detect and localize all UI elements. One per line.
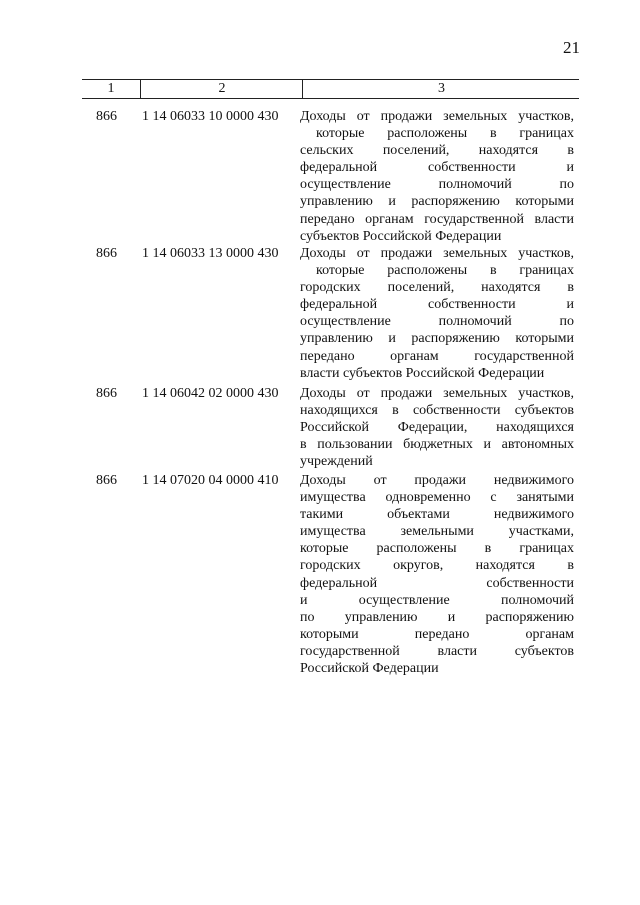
description-line: федеральной собственности xyxy=(300,575,574,591)
table-header xyxy=(82,79,579,99)
description-line: субъектов Российской Федерации xyxy=(300,228,502,244)
admin-code: 866 xyxy=(96,109,117,124)
description-line: государственной власти субъектов xyxy=(300,643,574,659)
description-line: Доходы от продажи земельных участков, xyxy=(300,386,574,401)
income-description xyxy=(300,385,574,470)
page-number: 21 xyxy=(563,38,580,57)
header-col-3: 3 xyxy=(302,80,580,98)
description-line: федеральной собственности и xyxy=(300,297,574,313)
admin-code: 866 xyxy=(96,473,117,488)
description-line: управлению и распоряжению которыми xyxy=(300,331,574,347)
admin-code: 866 xyxy=(96,386,117,401)
description-line: власти субъектов Российской Федерации xyxy=(300,365,545,381)
budget-classification-code: 1 14 06033 10 0000 430 xyxy=(142,109,279,124)
description-line: городских поселений, находятся в xyxy=(300,280,574,296)
description-line: находящихся в собственности субъектов xyxy=(300,403,574,419)
description-line: сельских поселений, находятся в xyxy=(300,143,574,159)
description-line: управлению и распоряжению которыми xyxy=(300,194,574,210)
income-description xyxy=(300,472,574,677)
budget-classification-code: 1 14 06033 13 0000 430 xyxy=(142,246,279,261)
description-line: имущества земельными участками, xyxy=(300,524,574,540)
description-line: Доходы от продажи недвижимого xyxy=(300,473,574,488)
description-line: которые расположены в границах xyxy=(316,126,574,142)
description-line: такими объектами недвижимого xyxy=(300,507,574,523)
header-col-2: 2 xyxy=(140,80,303,98)
admin-code: 866 xyxy=(96,246,117,261)
description-line: Российской Федерации xyxy=(300,661,439,677)
income-description xyxy=(300,245,574,382)
description-line: по управлению и распоряжению xyxy=(300,609,574,625)
income-description xyxy=(300,108,574,245)
description-line: городских округов, находятся в xyxy=(300,558,574,574)
description-line: имущества одновременно с занятыми xyxy=(300,490,574,506)
description-line: Российской Федерации, находящихся xyxy=(300,420,574,436)
description-line: в пользовании бюджетных и автономных xyxy=(300,437,574,453)
description-line: которыми передано органам xyxy=(300,626,574,642)
description-line: Доходы от продажи земельных участков, xyxy=(300,246,574,261)
description-line: осуществление полномочий по xyxy=(300,314,574,330)
budget-classification-code: 1 14 06042 02 0000 430 xyxy=(142,386,279,401)
description-line: передано органам государственной xyxy=(300,348,574,364)
header-col-1: 1 xyxy=(107,81,115,96)
description-line: осуществление полномочий по xyxy=(300,177,574,193)
description-line: учреждений xyxy=(300,454,373,470)
description-line: и осуществление полномочий xyxy=(300,592,574,608)
budget-classification-code: 1 14 07020 04 0000 410 xyxy=(142,473,279,488)
description-line: Доходы от продажи земельных участков, xyxy=(300,109,574,124)
description-line: которые расположены в границах xyxy=(316,263,574,279)
description-line: которые расположены в границах xyxy=(300,541,574,557)
description-line: федеральной собственности и xyxy=(300,160,574,176)
description-line: передано органам государственной власти xyxy=(300,211,574,227)
